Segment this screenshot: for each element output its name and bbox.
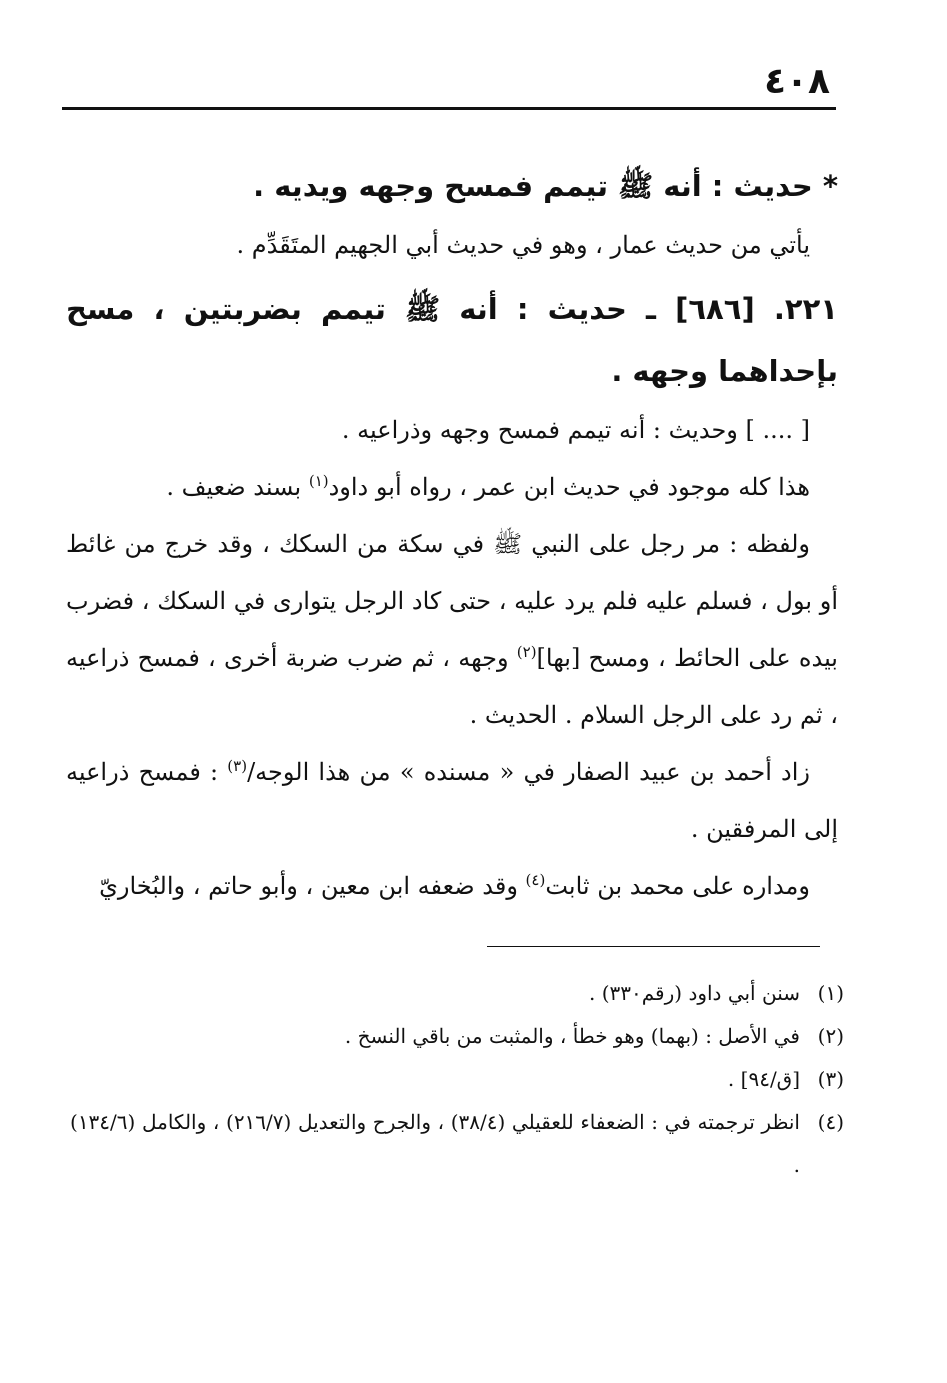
paragraph-6-text-end: وقد ضعفه ابن معين ، وأبو حاتم ، والبُخاريّ [99, 872, 526, 900]
paragraph-5 [66, 744, 838, 858]
page-number: ٤٠٨ [764, 61, 830, 102]
paragraph-1: يأتي من حديث عمار ، وهو في حديث أبي الجهيم المتَقَدِّم . [236, 231, 810, 259]
footnote-text: انظر ترجمته في : الضعفاء للعقيلي (٣٨/٤) ، والجرح والتعديل (٢١٦/٧) ، والكامل (١٣٤/٦) . [70, 1110, 800, 1177]
footnote-number: (٣) [817, 1067, 844, 1091]
footnote-item [70, 1015, 844, 1058]
paragraph-5-text-end: : فمسح ذراعيه إلى المرفقين . [66, 758, 838, 843]
paragraph-3-text: هذا كله موجود في حديث ابن عمر ، رواه أبو داود [328, 473, 810, 501]
paragraph-6 [66, 858, 838, 915]
footnote-number: (١) [817, 981, 844, 1005]
paragraph-2: [ .... ] وحديث : أنه تيمم فمسح وجهه وذراعيه . [341, 416, 810, 444]
footnote-ref-4[interactable]: (٤) [525, 871, 546, 889]
hadith-heading-1: * حديث : أنه ﷺ تيمم فمسح وجهه ويديه . [253, 169, 838, 203]
footnote-text: في الأصل : (بهما) وهو خطأ ، والمثبت من باقي النسخ . [344, 1024, 800, 1048]
paragraph-4-text: ولفظه : مر رجل على النبي ﷺ في سكة من السكك ، وقد خرج من غائط أو بول ، فسلم عليه فلم يرد عليه ، حتى كاد الرجل يتوارى في السكك ، فضرب بيده على الحائط ، ومسح [بها] [66, 530, 838, 672]
header-rule [62, 107, 836, 110]
footnotes [70, 972, 844, 1187]
paragraph-4 [66, 516, 838, 744]
footnote-ref-1[interactable]: (١) [308, 472, 329, 490]
page-header [62, 60, 836, 110]
footnote-ref-2[interactable]: (٢) [516, 643, 537, 661]
paragraph-6-text: ومداره على محمد بن ثابت [545, 872, 810, 900]
paragraph-4-text-end: وجهه ، ثم ضرب ضربة أخرى ، فمسح ذراعيه ، ثم رد على الرجل السلام . الحديث . [66, 644, 838, 729]
footnote-ref-3[interactable]: (٣) [227, 757, 248, 775]
footnote-item [70, 1058, 844, 1101]
footnote-number: (٤) [817, 1110, 844, 1134]
footnote-text: [ق/٩٤] . [727, 1067, 800, 1091]
footnote-separator [487, 946, 820, 947]
footnote-item [70, 1101, 844, 1187]
paragraph-3 [66, 459, 838, 516]
footnote-number: (٢) [817, 1024, 844, 1048]
footnote-item [70, 972, 844, 1015]
hadith-heading-2: ٢٢١. [٦٨٦] ـ حديث : أنه ﷺ تيمم بضربتين ، مسح بإحداهما وجهه . [66, 292, 838, 388]
paragraph-5-text: زاد أحمد بن عبيد الصفار في « مسنده » من هذا الوجه/ [247, 758, 810, 786]
paragraph-3-text-end: بسند ضعيف . [166, 473, 309, 501]
main-text [66, 155, 838, 915]
footnote-text: سنن أبي داود (رقم٣٣٠) . [588, 981, 800, 1005]
